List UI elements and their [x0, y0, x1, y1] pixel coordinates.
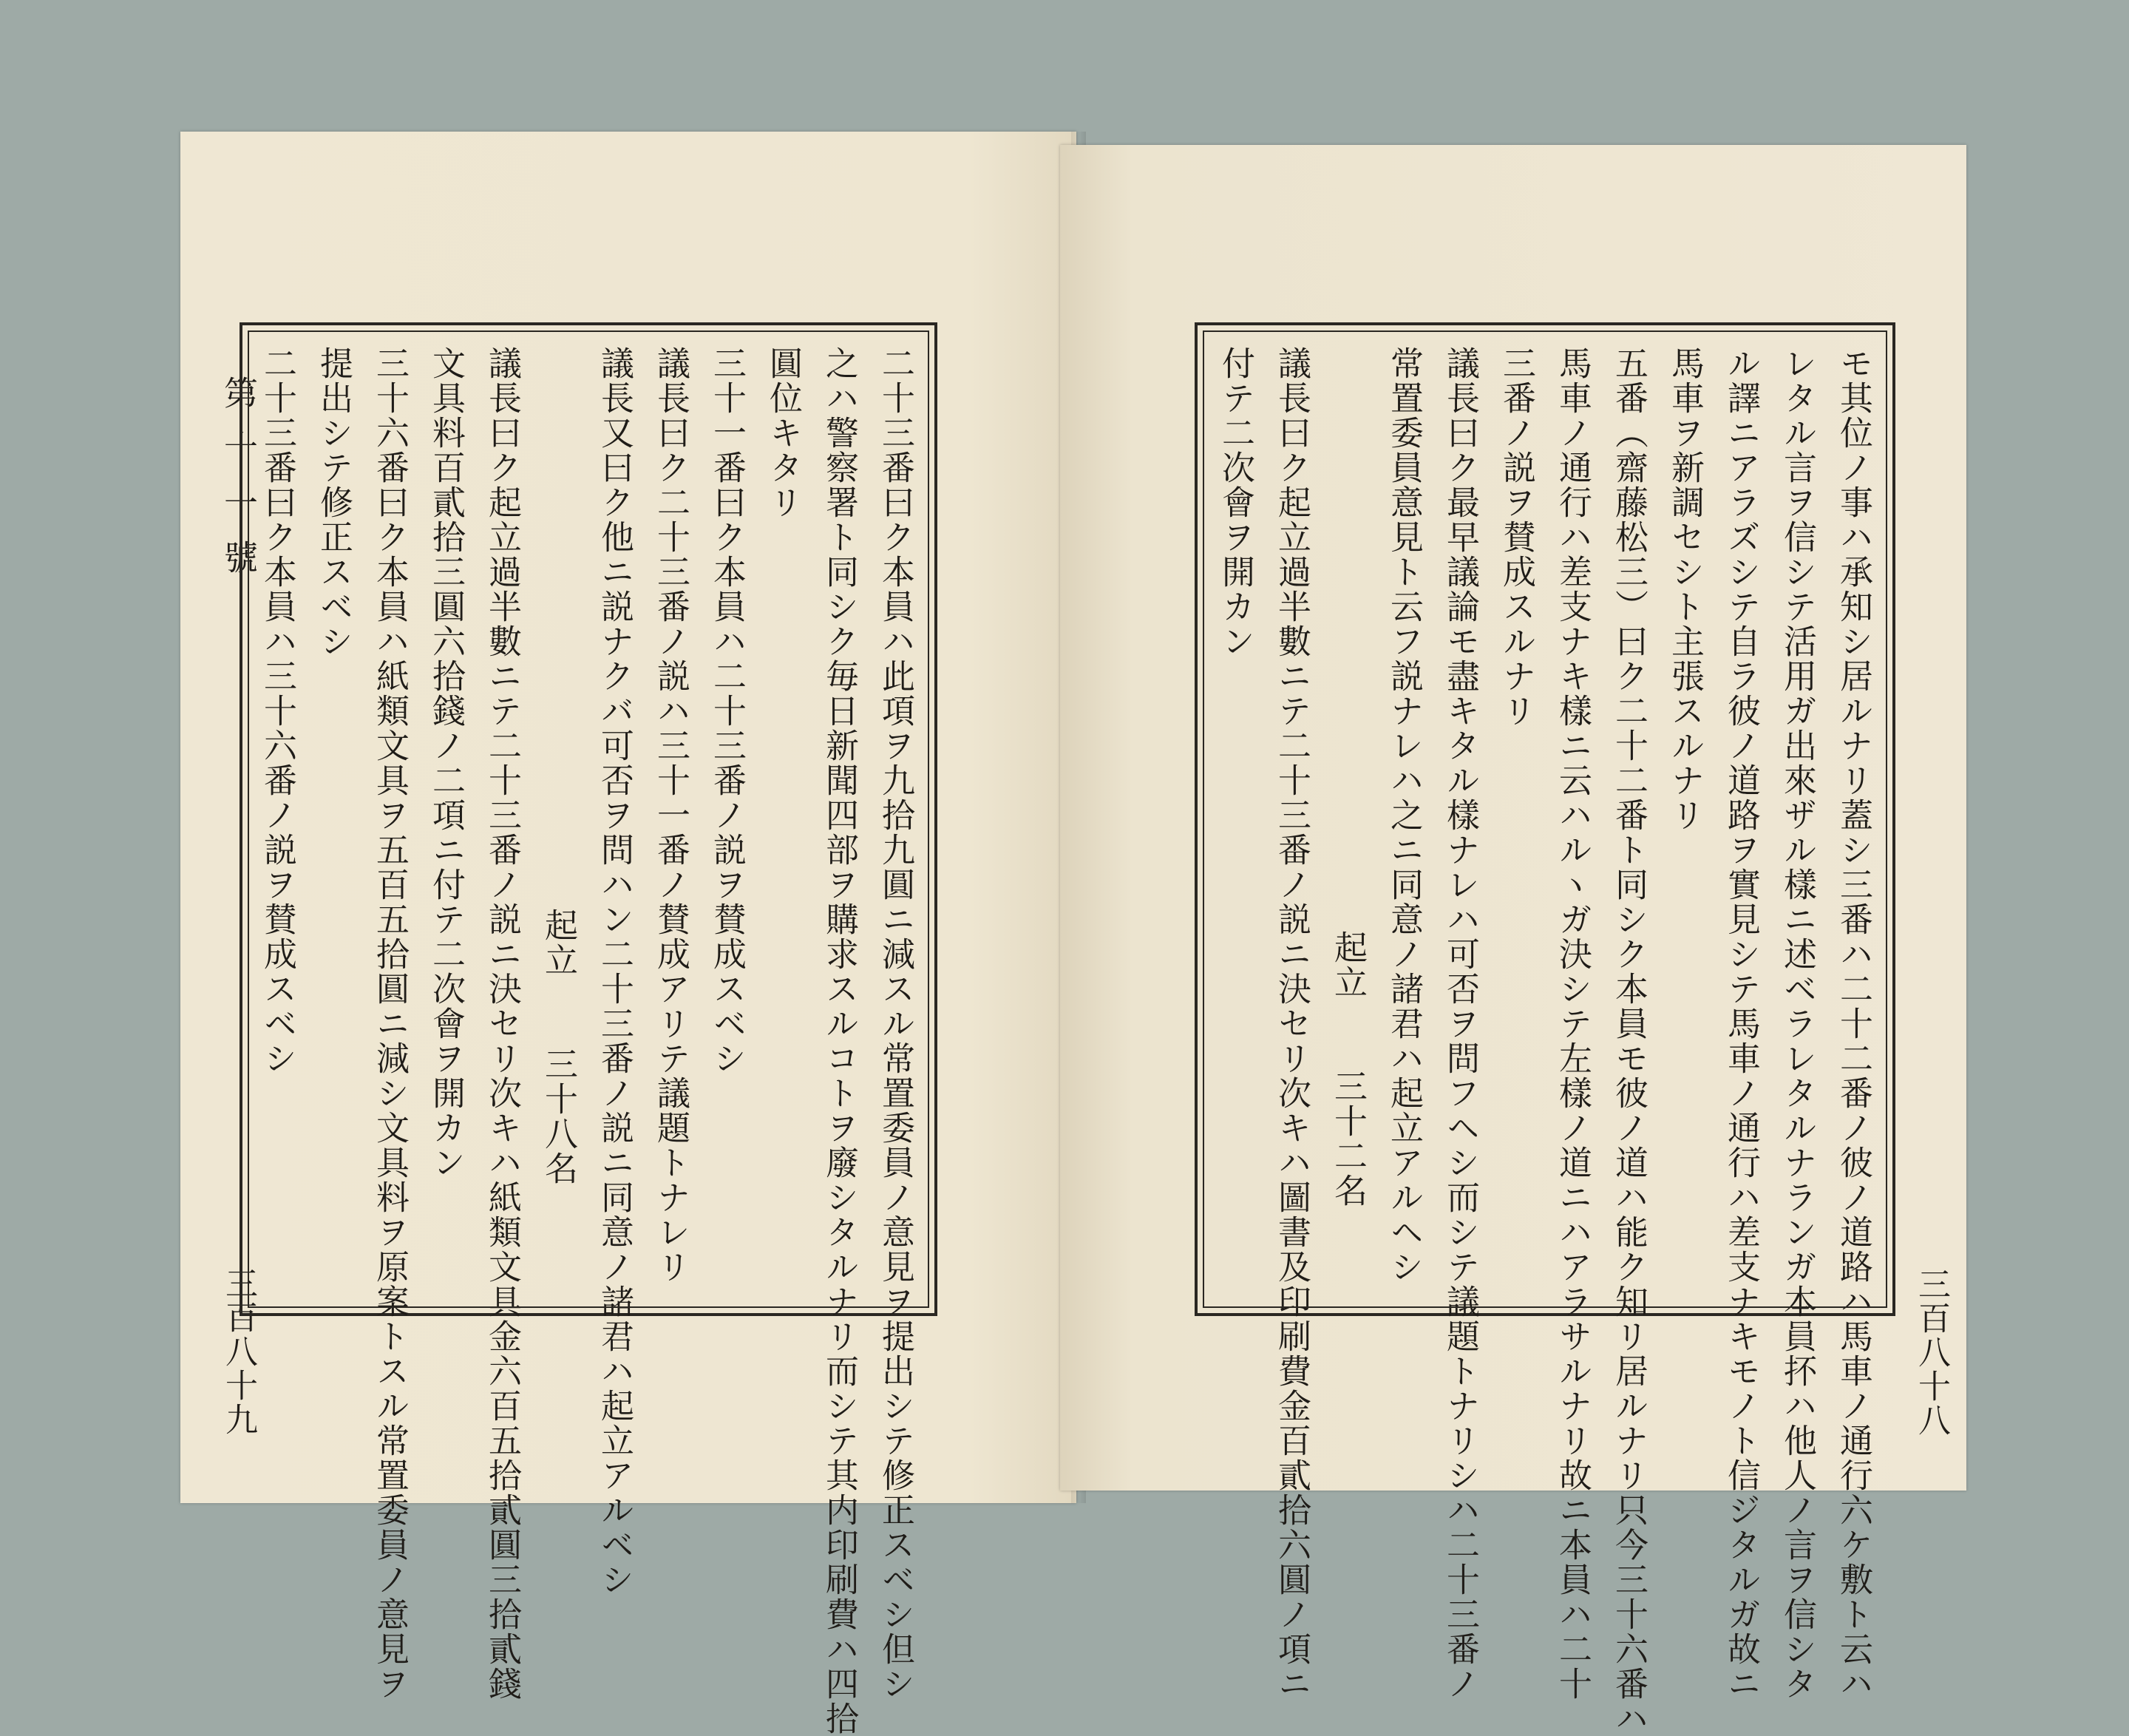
- left-page-number: 三百八十九: [220, 1267, 257, 1437]
- text-column: 議長曰ク最早議論モ盡キタル樣ナレハ可否ヲ問フヘシ而シテ議題トナリシハ二十三番ノ: [1441, 346, 1480, 1701]
- text-column: 三十一番曰ク本員ハ二十三番ノ説ヲ賛成スベシ: [707, 346, 747, 1076]
- issue-label: 第十一號: [219, 376, 259, 594]
- text-column: ル譯ニアラズシテ自ラ彼ノ道路ヲ實見シテ馬車ノ通行ハ差支ナキモノト信ジタルガ故ニ: [1722, 346, 1761, 1701]
- text-column: 起立 三十八名: [539, 908, 578, 1186]
- book-spread: [180, 132, 1966, 1736]
- text-column: 議長曰ク起立過半數ニテ二十三番ノ説ニ決セリ次キハ紙類文具金六百五拾貳圓三拾貳錢: [483, 346, 522, 1701]
- text-column: 文具料百貳拾三圓六拾錢ノ二項ニ付テ二次會ヲ開カン: [427, 346, 466, 1180]
- text-column: 常置委員意見ト云フ説ナレハ之ニ同意ノ諸君ハ起立アルヘシ: [1385, 346, 1424, 1284]
- text-column: 提出シテ修正スベシ: [314, 346, 353, 659]
- text-column: 議長又曰ク他ニ説ナクバ可否ヲ問ハン二十三番ノ説ニ同意ノ諸君ハ起立アルベシ: [595, 346, 634, 1597]
- text-column: 五番（齋藤松三）曰ク二十二番ト同シク本員モ彼ノ道ハ能ク知リ居ルナリ只今三十六番ハ: [1609, 346, 1648, 1736]
- text-column: 之ハ警察署ト同シク毎日新聞四部ヲ購求スルコトヲ廢シタルナリ而シテ其内印刷費ハ四拾: [820, 346, 859, 1736]
- text-column: 圓位キタリ: [764, 346, 803, 520]
- text-column: 馬車ヲ新調セシト主張スルナリ: [1665, 346, 1705, 833]
- left-page: [180, 132, 1076, 1736]
- text-column: 三十六番曰ク本員ハ紙類文具ヲ五百五拾圓ニ減シ文具料ヲ原案トスル常置委員ノ意見ヲ: [370, 346, 410, 1701]
- text-column: 二十三番曰ク本員ハ此項ヲ九拾九圓ニ減スル常置委員ノ意見ヲ提出シテ修正スベシ但シ: [876, 346, 915, 1701]
- right-page-number: 三百八十八: [1912, 1267, 1950, 1437]
- text-column: 起立 三十二名: [1328, 930, 1368, 1208]
- text-column: 議長曰ク二十三番ノ説ハ三十一番ノ賛成アリテ議題トナレリ: [651, 346, 690, 1284]
- right-text-columns: [1215, 346, 1875, 1736]
- left-text-frame: [240, 322, 937, 1736]
- text-column: 付テ二次會ヲ開カン: [1216, 346, 1255, 659]
- text-column: レタル言ヲ信シテ活用ガ出來ザル樣ニ述ベラレタルナランガ本員抔ハ他人ノ言ヲ信シタ: [1778, 346, 1817, 1701]
- left-text-columns: [258, 346, 917, 1736]
- right-text-frame: [1195, 322, 1895, 1736]
- text-column: 馬車ノ通行ハ差支ナキ樣ニ云ハルヽガ決シテ左樣ノ道ニハアラサルナリ故ニ本員ハ二十: [1553, 346, 1592, 1701]
- text-column: モ其位ノ事ハ承知シ居ルナリ蓋シ三番ハ二十二番ノ彼ノ道路ハ馬車ノ通行六ケ敷ト云ハ: [1834, 346, 1873, 1701]
- text-column: 議長曰ク起立過半數ニテ二十三番ノ説ニ決セリ次キハ圖書及印刷費金百貳拾六圓ノ項ニ: [1272, 346, 1311, 1701]
- text-column: 三番ノ説ヲ賛成スルナリ: [1497, 346, 1536, 728]
- text-column: 二十三番曰ク本員ハ三十六番ノ説ヲ賛成スベシ: [258, 346, 297, 1076]
